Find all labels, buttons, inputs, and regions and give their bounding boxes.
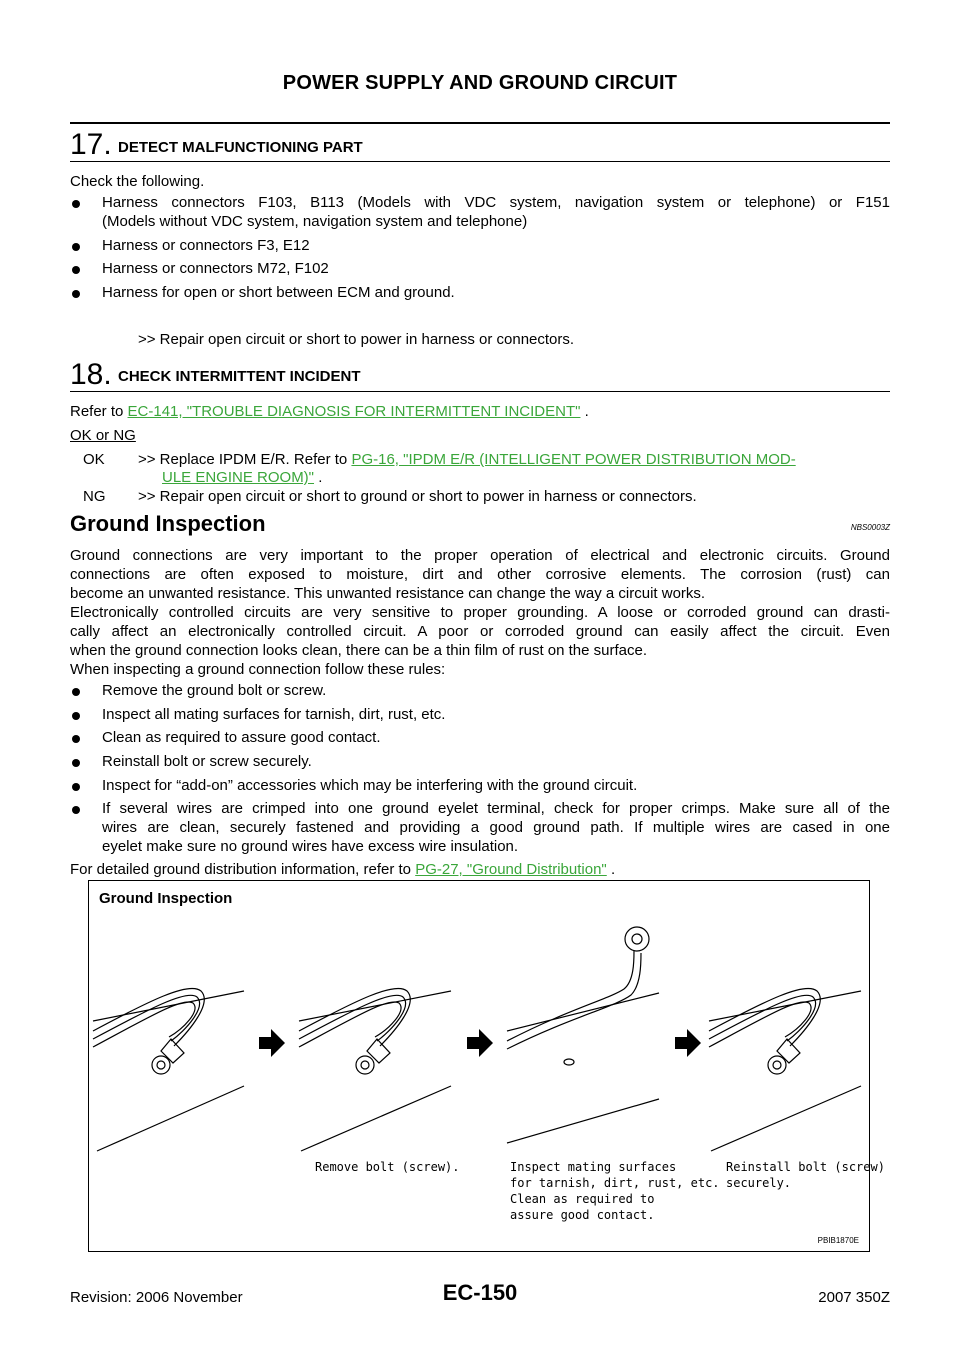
panel-4-reinstalled (709, 988, 861, 1151)
ground-inspection-figure (88, 880, 885, 1252)
bullet (72, 688, 80, 696)
refer-suffix: . (584, 403, 589, 420)
step-17-bullet-2: Harness or connectors F3, E12 (102, 237, 310, 254)
step-17-intro: Check the following. (70, 173, 205, 190)
bullet (72, 759, 80, 767)
para-2-line-1: Electronically controlled circuits are very sensitive to proper grounding. A loose or corroded ground can drasti- (70, 604, 890, 621)
step-17-number: 17. (70, 128, 112, 161)
arrow-right-icon (675, 1029, 701, 1057)
bullet (72, 712, 80, 720)
caption-inspect-surfaces: Inspect mating surfaces for tarnish, dirt, rust, etc. Clean as required to assure good contact. (510, 1160, 720, 1222)
rule-6-line-1: If several wires are crimped into one ground eyelet terminal, check for proper crimps. Make sure all of the (102, 800, 890, 817)
step-17-bullet-1-line-2: (Models without VDC system, navigation system and telephone) (102, 213, 528, 230)
para-3: When inspecting a ground connection follow these rules: (70, 661, 446, 678)
step-17-bullet-1-line-1: Harness connectors F103, B113 (Models with VDC system, navigation system or telephone) or F151 (102, 194, 890, 211)
ok-suffix: . (318, 469, 323, 486)
step-17-result: >> Repair open circuit or short to power in harness or connectors. (138, 331, 575, 348)
caption-remove-bolt: Remove bolt (screw). (315, 1160, 460, 1174)
ok-text: >> Replace IPDM E/R. Refer to (138, 451, 348, 468)
rule-2: Inspect all mating surfaces for tarnish, dirt, rust, etc. (102, 706, 446, 723)
ng-result: >> Repair open circuit or short to ground or short to power in harness or connectors. (138, 488, 697, 505)
ok-label: OK (83, 451, 105, 468)
page-header-title: POWER SUPPLY AND GROUND CIRCUIT (282, 72, 678, 94)
ng-label: NG (83, 488, 106, 505)
section-code: NBS0003Z (850, 523, 890, 532)
figure-title: Ground Inspection (99, 890, 233, 907)
rule-5: Inspect for “add-on” accessories which may be interfering with the ground circuit. (102, 777, 638, 794)
ok-result (138, 450, 796, 469)
pg-16-link[interactable]: PG-16, "IPDM E/R (INTELLIGENT POWER DISTRIBUTION MOD- (351, 451, 796, 468)
arrow-right-icon (467, 1029, 493, 1057)
refer-prefix: Refer to (70, 403, 124, 420)
bullet (72, 200, 80, 208)
divider (70, 391, 890, 392)
arrow-right-icon (259, 1029, 285, 1057)
rule-4: Reinstall bolt or screw securely. (102, 753, 312, 770)
bullet (72, 783, 80, 791)
para-1-line-2: connections are often exposed to moisture, dirt and other corrosive elements. The corrosion (rust) can (70, 566, 890, 583)
para-1-line-3: become an unwanted resistance. This unwanted resistance can change the way a circuit works. (70, 585, 706, 602)
bullet (72, 806, 80, 814)
panel-1-bolted-terminal (93, 988, 244, 1151)
pg-16-link-cont[interactable]: ULE ENGINE ROOM)" (162, 469, 315, 486)
para-2-line-2: cally affect an electronically controlled circuit. A poor or corroded ground can easily affect the circuit. Even (70, 623, 890, 640)
detail-reference (70, 860, 615, 879)
rule-3: Clean as required to assure good contact. (102, 729, 381, 746)
divider (70, 161, 890, 162)
ok-or-ng-label: OK or NG (70, 427, 136, 444)
rule-6-line-3: eyelet make sure no ground wires have excess wire insulation. (102, 838, 519, 855)
ok-result-line-2 (162, 468, 322, 487)
page-number: EC-150 (442, 1280, 518, 1305)
bullet (72, 735, 80, 743)
footer-model: 2007 350Z (818, 1289, 890, 1306)
caption-reinstall-bolt: Reinstall bolt (screw) securely. (726, 1160, 885, 1190)
ec-141-link[interactable]: EC-141, "TROUBLE DIAGNOSIS FOR INTERMITTENT INCIDENT" (127, 403, 581, 420)
step-17-bullet-4: Harness for open or short between ECM and ground. (102, 284, 455, 301)
step-17-title: DETECT MALFUNCTIONING PART (118, 139, 363, 156)
para-2-line-3: when the ground connection looks clean, there can be a thin film of rust on the surface. (70, 642, 648, 659)
panel-3-surface-inspection (507, 927, 659, 1143)
rule-6-line-2: wires are clean, securely fastened and providing a good ground path. If multiple wires are cased in one (102, 819, 890, 836)
panel-2-bolt-removed (299, 988, 451, 1151)
footer-revision: Revision: 2006 November (70, 1289, 243, 1306)
step-18-title: CHECK INTERMITTENT INCIDENT (118, 368, 361, 385)
divider (70, 122, 890, 124)
bullet (72, 243, 80, 251)
ground-inspection-illustration (89, 881, 869, 1251)
section-title: Ground Inspection (70, 511, 266, 536)
detail-prefix: For detailed ground distribution information, refer to (70, 861, 412, 878)
para-1-line-1: Ground connections are very important to the proper operation of electrical and electronic circuits. Ground (70, 547, 890, 564)
figure-code: PBIB1870E (817, 1236, 859, 1245)
detail-suffix: . (610, 861, 616, 878)
bullet (72, 290, 80, 298)
rule-1: Remove the ground bolt or screw. (102, 682, 327, 699)
bullet (72, 266, 80, 274)
step-17-bullet-3: Harness or connectors M72, F102 (102, 260, 329, 277)
step-18-refer (70, 402, 589, 421)
step-18-number: 18. (70, 358, 112, 391)
pg-27-link[interactable]: PG-27, "Ground Distribution" (415, 861, 607, 878)
